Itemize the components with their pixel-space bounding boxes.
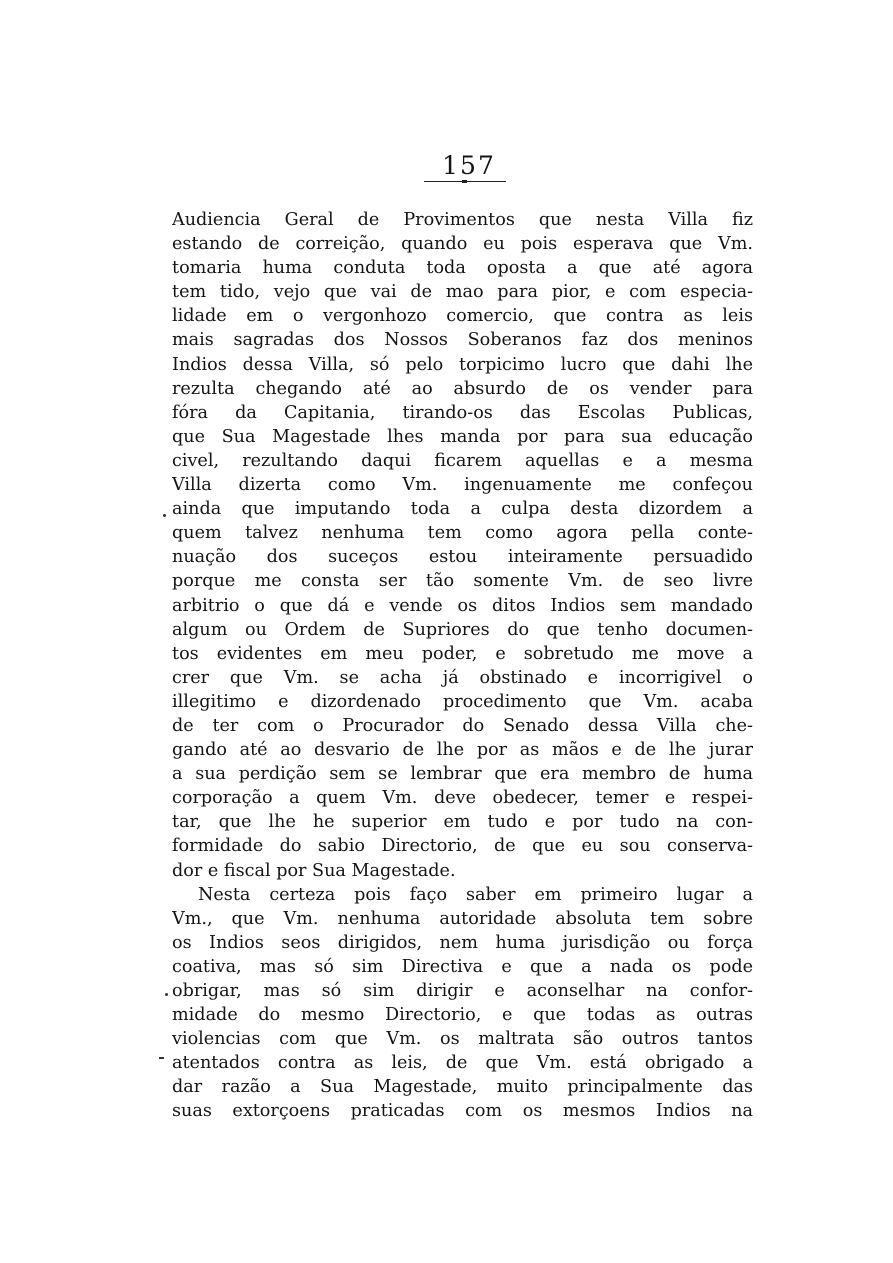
text-line: crer que Vm. se acha já obstinado e incorrigivel o (172, 667, 753, 688)
margin-mark (159, 1057, 164, 1059)
text-line: arbitrio o que dá e vende os ditos Indios sem mandado (172, 595, 753, 616)
text-line: mais sagradas dos Nossos Soberanos faz dos meninos (172, 330, 753, 351)
text-line: tos evidentes em meu poder, e sobretudo me move a (172, 643, 753, 664)
text-line: tem tido, vejo que vai de mao para pior, e com especia- (172, 282, 753, 303)
text-line: obrigar, mas só sim dirigir e aconselhar na confor- (172, 981, 753, 1001)
text-line: violencias com que Vm. os maltrata são outros tantos (172, 1029, 753, 1050)
margin-mark (163, 514, 166, 517)
text-line: estando de correição, quando eu pois esperava que Vm. (172, 234, 753, 255)
text-line: algum ou Ordem de Supriores do que tenho documen- (172, 619, 753, 640)
text-line: suas extorçoens praticadas com os mesmos Indios na (172, 1101, 753, 1122)
text-line: coativa, mas só sim Directiva e que a nada os pode (172, 956, 753, 977)
text-line: Villa dizerta como Vm. ingenuamente me confeçou (172, 475, 753, 496)
text-line: formidade do sabio Directorio, de que eu sou conserva- (172, 836, 753, 857)
text-line: midade do mesmo Directorio, e que todas as outras (172, 1005, 753, 1026)
text-line: illegitimo e dizordenado procedimento que Vm. acaba (172, 691, 753, 712)
text-line: a sua perdição sem se lembrar que era membro de huma (172, 764, 753, 785)
text-line: tomaria huma conduta toda oposta a que até agora (172, 258, 753, 279)
text-line: tar, que lhe he superior em tudo e por tudo na con- (172, 812, 753, 833)
text-line: Audiencia Geral de Provimentos que nesta Villa fiz (172, 210, 753, 230)
text-line: de ter com o Procurador do Senado dessa Villa che- (172, 715, 753, 736)
text-line: dor e fiscal por Sua Magestade. (172, 860, 456, 881)
text-line: que Sua Magestade lhes manda por para sua educação (172, 426, 753, 447)
text-line: rezulta chegando até ao absurdo de os vender para (172, 378, 753, 399)
page-number-rule (424, 181, 506, 182)
text-line: lidade em o vergonhozo comercio, que contra as leis (172, 306, 753, 327)
text-line: Indios dessa Villa, só pelo torpicimo lucro que dahi lhe (172, 354, 753, 375)
text-line: porque me consta ser tão somente Vm. de seo livre (172, 571, 753, 592)
text-line: corporação a quem Vm. deve obedecer, temer e respei- (172, 788, 753, 809)
text-line: Nesta certeza pois faço saber em primeiro lugar a (198, 884, 753, 905)
page-number: 157 (442, 151, 496, 180)
text-line: civel, rezultando daqui ficarem aquellas e a mesma (172, 450, 753, 471)
text-line: Vm., que Vm. nenhuma autoridade absoluta tem sobre (172, 908, 753, 929)
text-line: nuação dos suceços estou inteiramente persuadido (172, 547, 753, 568)
text-line: dar razão a Sua Magestade, muito principalmente das (172, 1077, 753, 1098)
body-text (172, 208, 753, 1124)
text-line: quem talvez nenhuma tem como agora pella conte- (172, 523, 753, 544)
page-number-rule-mark (462, 180, 467, 183)
text-line: gando até ao desvario de lhe por as mãos e de lhe jurar (172, 740, 753, 761)
margin-mark (165, 993, 168, 996)
text-line: atentados contra as leis, de que Vm. está obrigado a (172, 1053, 753, 1074)
text-line: fóra da Capitania, tirando-os das Escolas Publicas, (172, 402, 753, 423)
text-line: os Indios seos dirigidos, nem huma jurisdição ou força (172, 932, 753, 953)
text-line: ainda que imputando toda a culpa desta dizordem a (172, 499, 753, 520)
